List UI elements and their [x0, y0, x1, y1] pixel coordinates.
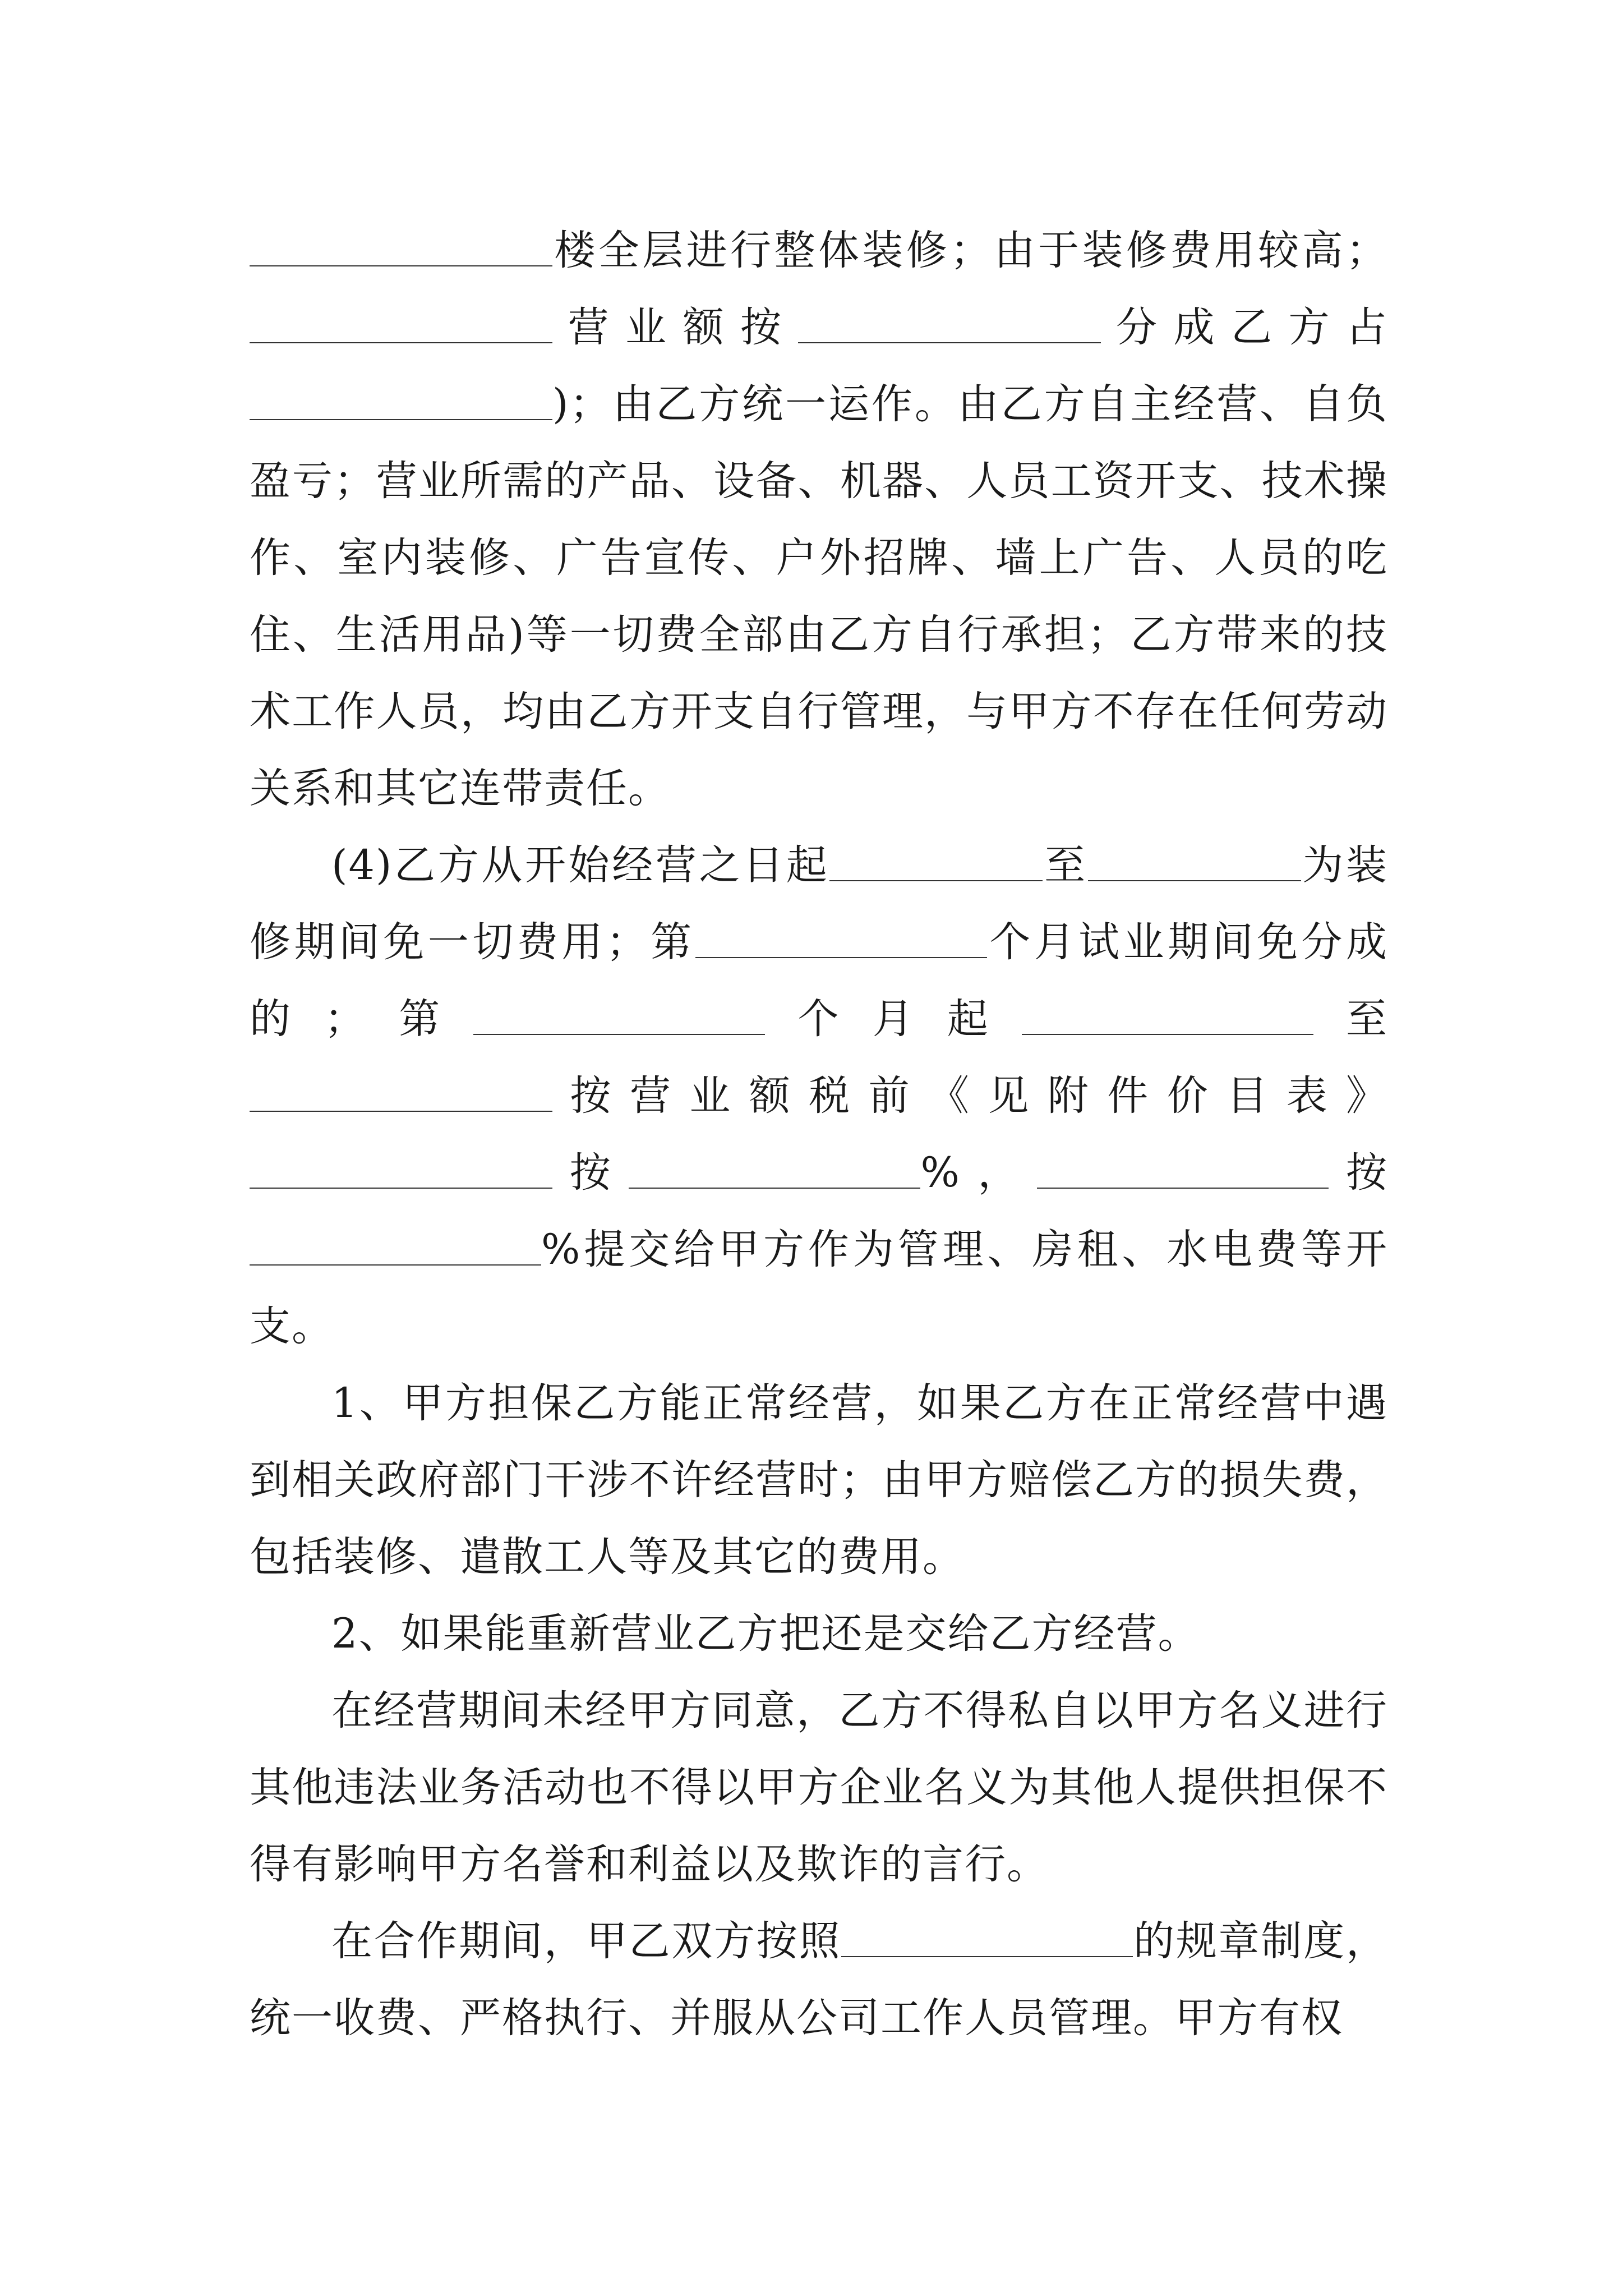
text-run: 按营业额税前《见附件价目表》 [552, 1072, 1388, 1120]
paragraph-renovation-terms [250, 212, 1388, 827]
paragraph-clause-1: 1、甲方担保乙方能正常经营，如果乙方在正常经营中遇到相关政府部门干涉不许经营时；由甲方赔偿乙方的损失费，包括装修、遣散工人等及其它的费用。 [250, 1379, 1388, 1581]
blank-field [841, 1917, 1133, 1957]
text-run: 在合作期间，甲乙双方按照 [331, 1917, 842, 1965]
text-run: 按 [1329, 1149, 1389, 1197]
text-run: 至 [1313, 995, 1388, 1043]
text-run: 营业额按 [552, 303, 798, 351]
blank-field [250, 380, 552, 420]
text-run: 楼全层进行整体装修；由于装修费用较高； [552, 227, 1388, 274]
text-run: %提交给甲方作为管理、房租、水电费等开支。 [250, 1226, 1388, 1350]
text-run: 的规章制度，统一收费、严格执行、并服从公司工作人员管理。甲方有权 [250, 1917, 1389, 2042]
blank-field [473, 995, 765, 1034]
blank-field [250, 1225, 541, 1265]
paragraph-fee-schedule [250, 827, 1388, 1365]
document-body [250, 212, 1388, 2056]
paragraph-conduct: 在经营期间未经甲方同意，乙方不得私自以甲方名义进行其他违法业务活动也不得以甲方企业名义为其他人提供担保不得有影响甲方名誉和利益以及欺诈的言行。 [250, 1687, 1388, 1888]
blank-field [829, 841, 1043, 881]
text-run: 至 [1043, 841, 1088, 889]
text-run: 按 [552, 1149, 629, 1197]
blank-field [1037, 1148, 1329, 1188]
blank-field [1088, 841, 1301, 881]
paragraph-clause-2: 2、如果能重新营业乙方把还是交给乙方经营。 [331, 1610, 1200, 1658]
blank-field [250, 226, 552, 266]
blank-field [1022, 995, 1313, 1034]
blank-field [250, 1148, 552, 1188]
text-run: 分成乙方占 [1100, 303, 1388, 351]
text-run: )；由乙方统一运作。由乙方自主经营、自负盈亏；营业所需的产品、设备、机器、人员工资开支、技术操作、室内装修、广告宣传、户外招牌、墙上广告、人员的吃住、生活用品)等一切费全部由乙方自行承担；乙方带来的技术工作人员，均由乙方开支自行管理，与甲方不存在任何劳动关系和其它连带责任。 [250, 380, 1388, 812]
text-run: 为装修期间免一切费用；第 [250, 841, 1389, 966]
blank-field [695, 918, 987, 958]
blank-field [250, 1071, 552, 1111]
blank-field [629, 1148, 920, 1188]
text-run: (4)乙方从开始经营之日起 [331, 841, 830, 889]
text-run: 个月起 [765, 995, 1022, 1043]
blank-field [250, 303, 552, 343]
paragraph-regulations [250, 1903, 1388, 2056]
text-run: %， [920, 1149, 1038, 1197]
text-run: 个月试业期间免分成的；第 [250, 918, 1389, 1043]
blank-field [798, 303, 1101, 343]
